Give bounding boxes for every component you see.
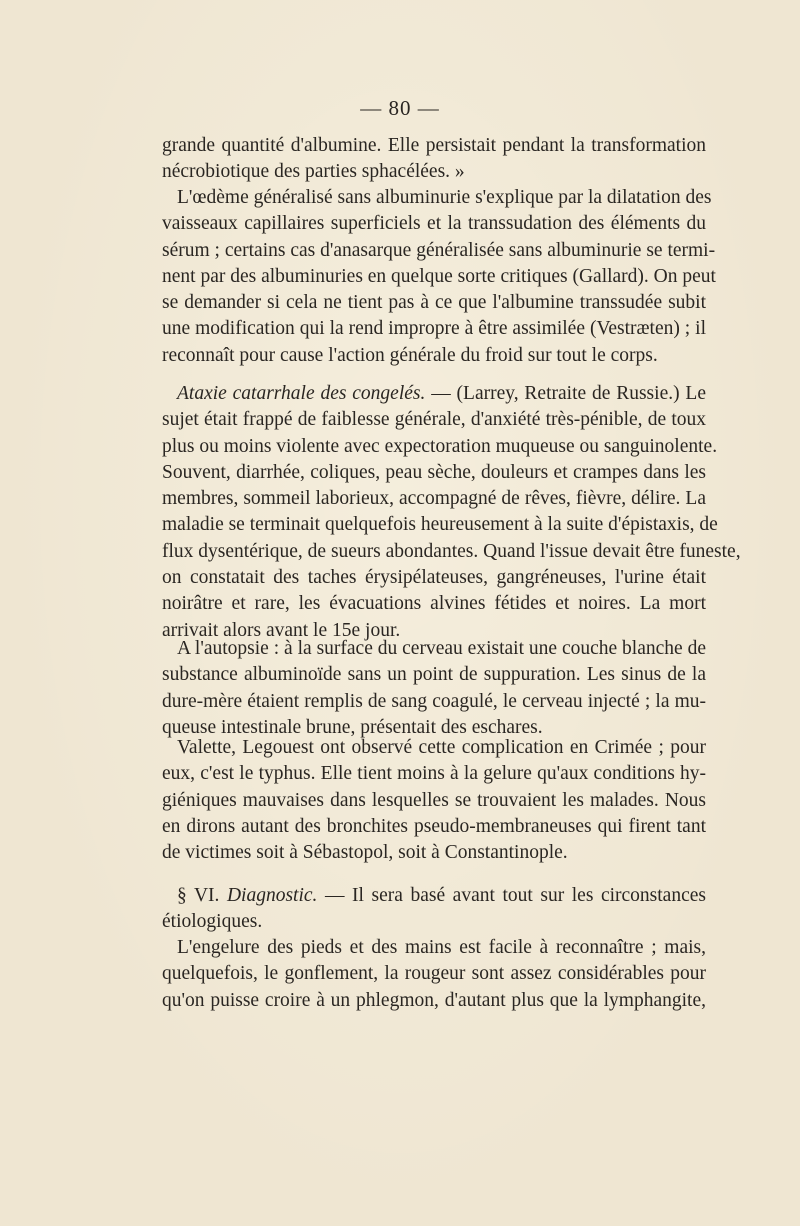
paragraph-diagnostic bbox=[162, 883, 706, 936]
text-line: on constatait des taches érysipélateuses, gangréneuses, l'urine était bbox=[162, 567, 706, 589]
text-line: nent par des albuminuries en quelque sorte critiques (Gallard). On peut bbox=[162, 265, 716, 287]
text-line: L'œdème généralisé sans albuminurie s'explique par la dilatation des bbox=[177, 187, 712, 208]
text-line: reconnaît pour cause l'action générale du froid sur tout le corps. bbox=[162, 344, 658, 366]
text-line: une modification qui la rend impropre à être assimilée (Vestræten) ; il bbox=[162, 318, 706, 340]
text-line: grande quantité d'albumine. Elle persistait pendant la transformation bbox=[162, 135, 706, 156]
text-line: sérum ; certains cas d'anasarque généralisée sans albuminurie se termi- bbox=[162, 239, 716, 261]
text-line: maladie se terminait quelquefois heureusement à la suite d'épistaxis, de bbox=[162, 514, 718, 536]
paragraph-valette bbox=[162, 735, 706, 866]
text-line: giéniques mauvaises dans lesquelles se trouvaient les malades. Nous bbox=[162, 789, 706, 811]
text-line: dure-mère étaient remplis de sang coagulé, le cerveau injecté ; la mu- bbox=[162, 690, 706, 712]
text-line: Souvent, diarrhée, coliques, peau sèche, douleurs et crampes dans les bbox=[162, 461, 706, 483]
text-line: A l'autopsie : à la surface du cerveau existait une couche blanche de bbox=[177, 638, 706, 659]
text-line: qu'on puisse croire à un phlegmon, d'autant plus que la lymphangite, bbox=[162, 989, 706, 1011]
text-line: quelquefois, le gonflement, la rougeur sont assez considérables pour bbox=[162, 963, 706, 985]
heading-continuation: — Il sera basé avant tout sur les circonstances bbox=[317, 885, 706, 906]
text-line: arrivait alors avant le 15e jour. bbox=[162, 619, 401, 641]
text-line: de victimes soit à Sébastopol, soit à Constantinople. bbox=[162, 842, 568, 864]
text-line: substance albuminoïde sans un point de suppuration. Les sinus de la bbox=[162, 664, 706, 686]
page-number: — 80 — bbox=[360, 96, 440, 120]
text-line: vaisseaux capillaires superficiels et la transsudation des éléments du bbox=[162, 213, 706, 235]
paragraph-engelure bbox=[162, 935, 706, 1014]
text-line: membres, sommeil laborieux, accompagné de rêves, fièvre, délire. La bbox=[162, 488, 706, 510]
section-heading: Diagnostic. bbox=[226, 885, 318, 906]
paragraph-2 bbox=[162, 185, 716, 369]
section-heading: Ataxie catarrhale des congelés. bbox=[177, 383, 426, 404]
text-line bbox=[162, 883, 706, 909]
text-line: flux dysentérique, de sueurs abondantes. Quand l'issue devait être funeste, bbox=[162, 540, 741, 562]
text-line: nécrobiotique des parties sphacélées. » bbox=[162, 161, 465, 183]
section-mark: § VI. bbox=[177, 885, 227, 906]
text-line: eux, c'est le typhus. Elle tient moins à la gelure qu'aux conditions hy- bbox=[162, 763, 706, 785]
text-line: Valette, Legouest ont observé cette complication en Crimée ; pour bbox=[177, 737, 706, 758]
heading-continuation: — (Larrey, Retraite de Russie.) Le bbox=[425, 383, 706, 404]
text-line: étiologiques. bbox=[162, 911, 263, 933]
text-line: L'engelure des pieds et des mains est facile à reconnaître ; mais, bbox=[177, 937, 706, 958]
text-line: en dirons autant des bronchites pseudo-membraneuses qui firent tant bbox=[162, 815, 706, 837]
text-line: se demander si cela ne tient pas à ce que l'albumine transsudée subit bbox=[162, 292, 706, 314]
text-line: noirâtre et rare, les évacuations alvines fétides et noires. La mort bbox=[162, 593, 706, 615]
paragraph-1 bbox=[162, 133, 706, 186]
paragraph-autopsie bbox=[162, 636, 706, 741]
text-line bbox=[162, 381, 706, 407]
text-line: sujet était frappé de faiblesse générale, d'anxiété très-pénible, de toux bbox=[162, 409, 706, 431]
paragraph-ataxie bbox=[162, 381, 741, 644]
text-line: queuse intestinale brune, présentait des eschares. bbox=[162, 716, 543, 738]
text-line: plus ou moins violente avec expectoration muqueuse ou sanguinolente. bbox=[162, 435, 718, 457]
